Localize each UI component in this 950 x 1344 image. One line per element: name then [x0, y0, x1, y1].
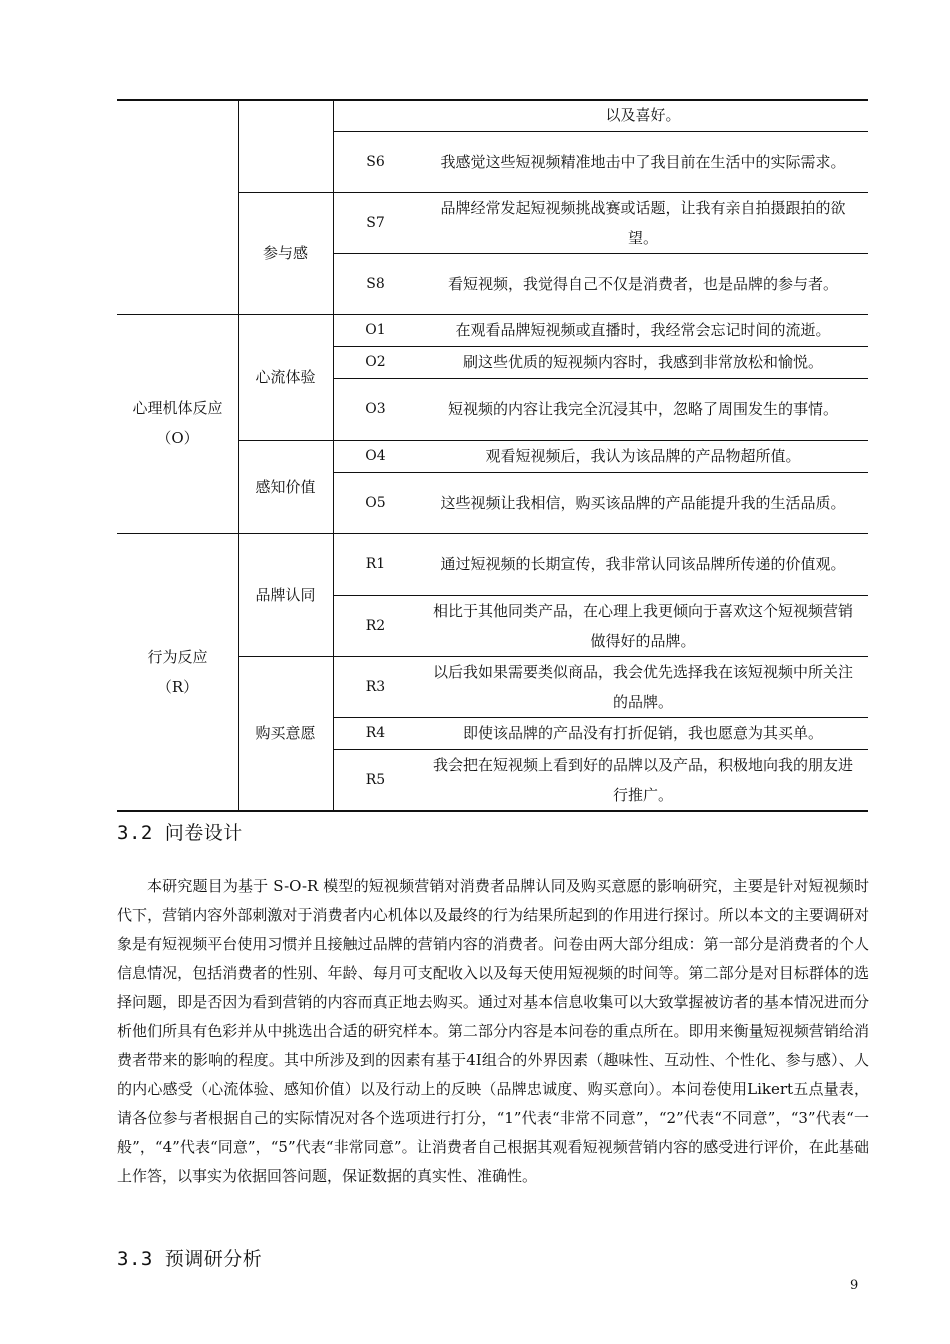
table-row-7-text: 观看短视频后，我认为该品牌的产品物超所值。 [485, 447, 801, 465]
table-row-6-text: 短视频的内容让我完全沉浸其中，忽略了周围发生的事情。 [447, 400, 838, 418]
table-row-3-code: S8 [366, 275, 385, 292]
table-row-4-text: 在观看品牌短视频或直播时，我经常会忘记时间的流逝。 [455, 321, 831, 339]
table-row-13-text: 我会把在短视频上看到好的品牌以及产品，积极地向我的朋友进行推广。 [432, 755, 853, 804]
table-row-9-text: 通过短视频的长期宣传，我非常认同该品牌所传递的价值观。 [440, 555, 846, 573]
dimension-perceived-value: 感知价值 [255, 477, 316, 496]
variable-organism [117, 392, 238, 454]
table-row-5-text: 刷这些优质的短视频内容时，我感到非常放松和愉悦。 [462, 353, 823, 371]
table-row-9-code: R1 [365, 556, 386, 572]
dimension-purchase-intent: 购买意愿 [255, 724, 316, 742]
table-row-11-code: R3 [365, 678, 386, 695]
table-row-12-code: R4 [365, 725, 386, 741]
table-row-8-code: O5 [365, 494, 386, 511]
table-row-13-code: R5 [365, 771, 386, 788]
table-row-6-code: O3 [365, 401, 386, 417]
page-number: 9 [850, 1278, 859, 1293]
table-row-1-text: 我感觉这些短视频精准地击中了我目前在生活中的实际需求。 [440, 152, 846, 171]
dimension-flow: 心流体验 [255, 368, 316, 386]
variable-organism-code: （O） [156, 429, 199, 447]
section-heading-3-3: 3.3 预调研分析 [117, 1248, 263, 1270]
table-row-1-code: S6 [366, 153, 385, 170]
variable-response-label: 行为反应 [147, 648, 208, 666]
table-row-4-code: O1 [365, 322, 386, 338]
table-row-10-code: R2 [365, 617, 386, 634]
table-row-7-code: O4 [365, 448, 386, 464]
table-row-10-text: 相比于其他同类产品，在心理上我更倾向于喜欢这个短视频营销做得好的品牌。 [432, 601, 853, 650]
table-row-2-code: S7 [366, 214, 385, 231]
table-row-12-text: 即使该品牌的产品没有打折促销，我也愿意为其买单。 [462, 724, 823, 742]
variable-response-code: （R） [156, 678, 199, 696]
section-3-2-paragraph: 本研究题目为基于 S-O-R 模型的短视频营销对消费者品牌认同及购买意愿的影响研究，主要是针对短视频时代下，营销内容外部刺激对于消费者内心机体以及最终的行为结果所起到的作用进行探讨。所以本文的主要调研对象是有短视频平台使用习惯并且接触过品牌的营销内容的消费者。问卷由两大部分组成：第一部分是消费者的个人信息情况，包括消费者的性别、年龄、每月可支配收入以及每天使用短视频的时间等。第二部分是对目标群体的选择问题，即是否因为看到营销的内容而真正地去购买。通过对基本信息收集可以大致掌握被访者的基本情况进而分析他们所具有色彩并从中挑选出合适的研究样本。第二部分内容是本问卷的重点所在。即用来衡量短视频营销给消费者带来的影响的程度。其中所涉及到的因素有基于4I组合的外界因素（趣味性、互动性、个性化、参与感）、人的内心感受（心流体验、感知价值）以及行动上的反映（品牌忠诚度、购买意向）。本问卷使用Likert五点量表，请各位参与者根据自己的实际情况对各个选项进行打分，“1”代表“非常不同意”，“2”代表“不同意”，“3”代表“一般”，“4”代表“同意”，“5”代表“非常同意”。让消费者自己根据其观看短视频营销内容的感受进行评价，在此基础上作答，以事实为依据回答问题，保证数据的真实性、准确性。 [117, 877, 869, 1185]
table-row-3-text: 看短视频，我觉得自己不仅是消费者，也是品牌的参与者。 [447, 274, 838, 293]
table-row-5-code: O2 [365, 354, 386, 370]
table-row-8-text: 这些视频让我相信，购买该品牌的产品能提升我的生活品质。 [440, 493, 846, 512]
dimension-brand-identity: 品牌认同 [255, 585, 316, 604]
table-row-0-text: 以及喜好。 [605, 106, 681, 124]
variable-organism-label: 心理机体反应 [132, 399, 223, 417]
table-bottom-rule [117, 810, 868, 812]
table-row-11-text: 以后我如果需要类似商品，我会优先选择我在该短视频中所关注的品牌。 [432, 662, 853, 711]
dimension-participation: 参与感 [262, 244, 308, 262]
variable-response [117, 641, 238, 703]
section-heading-3-2: 3.2 问卷设计 [117, 822, 243, 844]
table-row-2-text: 品牌经常发起短视频挑战赛或话题，让我有亲自拍摄跟拍的欲望。 [440, 198, 846, 247]
